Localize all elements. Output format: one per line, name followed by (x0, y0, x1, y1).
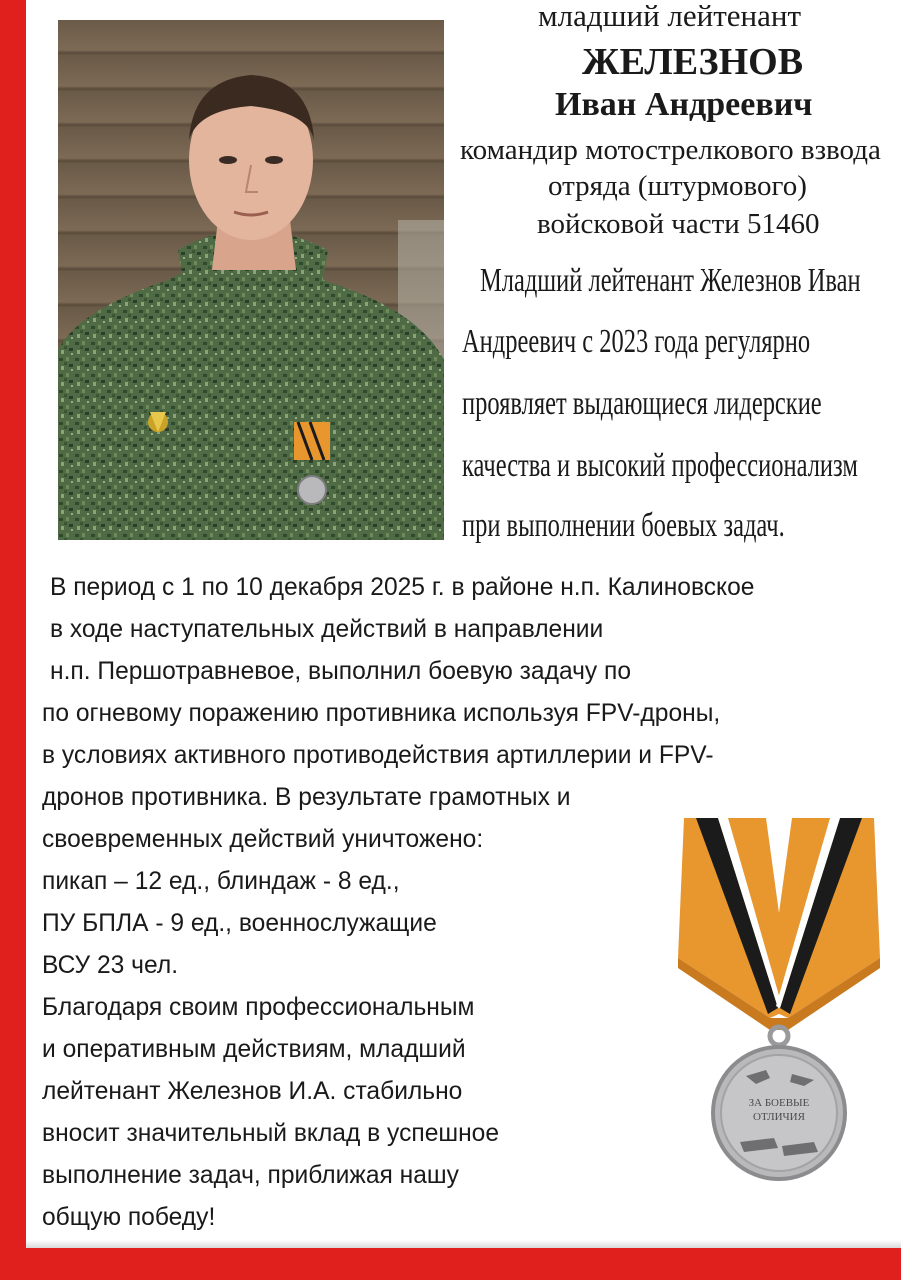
body-line: по огневому поражению противника используя FPV-дроны, (42, 700, 721, 727)
body-line: ВСУ 23 чел. (42, 952, 179, 979)
summary-line: Младший лейтенант Железнов Иван (480, 262, 861, 299)
soldier-portrait-illustration (58, 20, 444, 540)
medal-icon (674, 808, 884, 1188)
body-line: пикап – 12 ед., блиндаж - 8 ед., (42, 868, 400, 895)
body-line: В период с 1 по 10 декабря 2025 г. в районе н.п. Калиновское (50, 574, 755, 601)
body-line: в условиях активного противодействия артиллерии и FPV- (42, 742, 714, 769)
rank-title: младший лейтенант (538, 0, 802, 33)
summary-line: качества и высокий профессионализм (462, 447, 858, 484)
body-line: лейтенант Железнов И.А. стабильно (42, 1078, 463, 1105)
medal-inscription-1: ЗА БОЕВЫЕ (748, 1097, 810, 1109)
surname: ЖЕЛЕЗНОВ (582, 41, 804, 83)
body-line: ПУ БПЛА - 9 ед., военнослужащие (42, 910, 437, 937)
medal-inscription-2: ОТЛИЧИЯ (753, 1111, 805, 1123)
red-frame-bottom (0, 1248, 901, 1280)
medal-illustration (674, 808, 884, 1188)
frame-shadow (26, 1240, 901, 1248)
body-line: в ходе наступательных действий в направлении (50, 616, 604, 643)
body-line: и оперативным действиям, младший (42, 1036, 466, 1063)
body-line: своевременных действий уничтожено: (42, 826, 484, 853)
body-line: Благодаря своим профессиональным (42, 994, 475, 1021)
first-patronymic-name: Иван Андреевич (555, 86, 813, 123)
red-frame-left (0, 0, 26, 1280)
position-title: командир мотострелкового взвода (460, 134, 881, 166)
summary-line: проявляет выдающиеся лидерские (462, 385, 822, 422)
unit-line-2: войсковой части 51460 (537, 208, 820, 240)
body-line: н.п. Першотравневое, выполнил боевую задачу по (50, 658, 632, 685)
portrait-photo (58, 20, 444, 540)
unit-line-1: отряда (штурмового) (548, 170, 807, 202)
summary-line: Андреевич с 2023 года регулярно (462, 323, 811, 360)
summary-line: при выполнении боевых задач. (462, 507, 785, 544)
body-line: выполнение задач, приближая нашу (42, 1162, 459, 1189)
body-line: общую победу! (42, 1204, 216, 1231)
body-line: вносит значительный вклад в успешное (42, 1120, 500, 1147)
body-line: дронов противника. В результате грамотных и (42, 784, 571, 811)
